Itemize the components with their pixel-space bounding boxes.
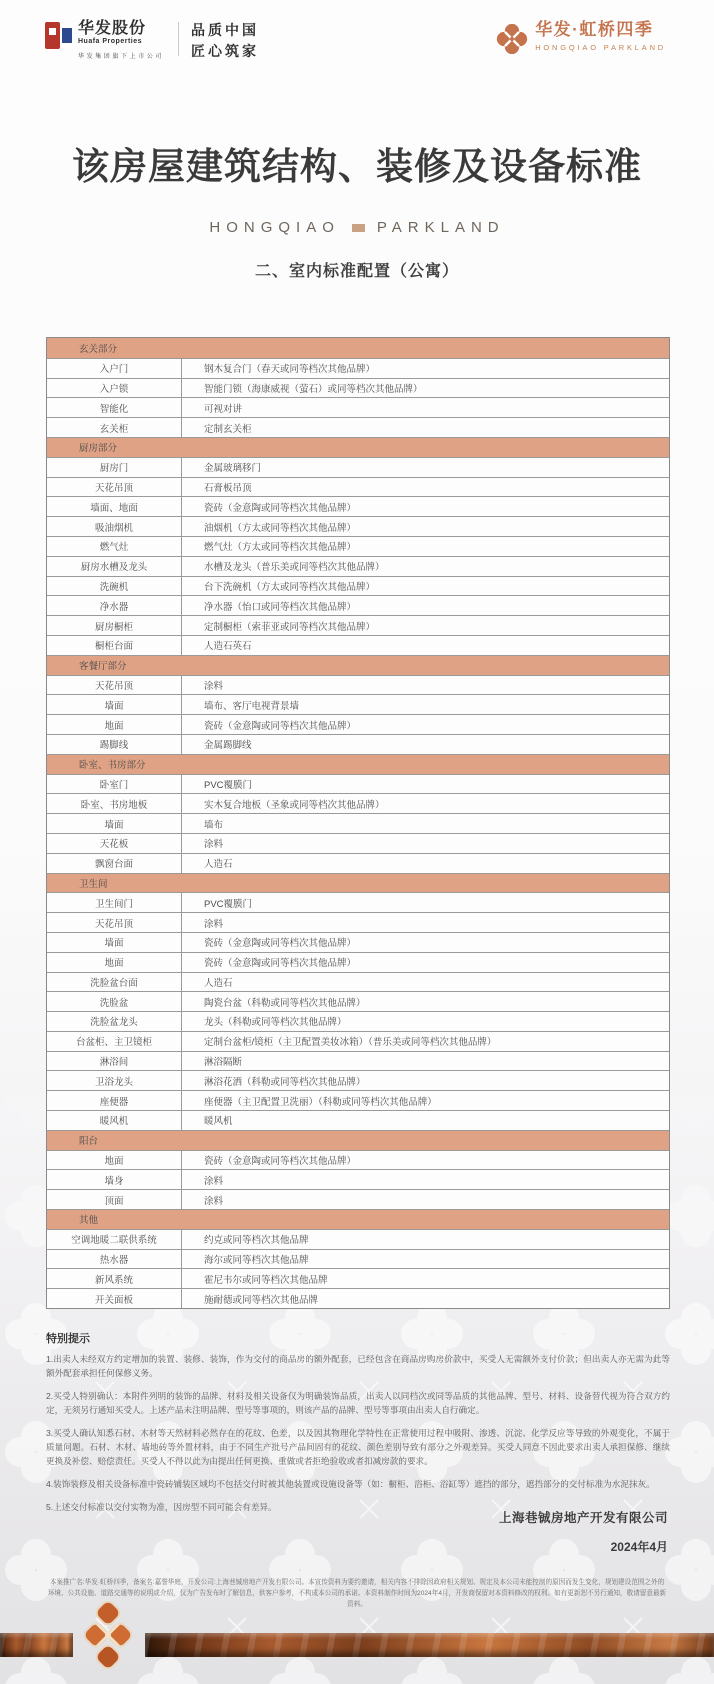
item-name-cell: 入户门 <box>47 359 182 378</box>
item-name-cell: 天花吊顶 <box>47 913 182 932</box>
item-spec-cell: 人造石 <box>204 859 233 871</box>
item-name-cell: 天花吊顶 <box>47 676 182 695</box>
item-name-cell: 橱柜台面 <box>47 636 182 655</box>
notes-title: 特别提示 <box>46 1333 90 1345</box>
table-row <box>47 1110 669 1130</box>
item-spec-cell: 钢木复合门（春天或同等档次其他品牌） <box>204 364 376 376</box>
table-row <box>47 378 669 398</box>
table-row <box>47 1249 669 1269</box>
item-spec-cell: 龙头（科勒或同等档次其他品牌） <box>204 1017 347 1029</box>
item-spec-cell: 人造石英石 <box>204 641 252 653</box>
table-row <box>47 1229 669 1249</box>
item-spec-cell: 约克或同等档次其他品牌 <box>204 1235 309 1247</box>
item-spec-cell: 淋浴隔断 <box>204 1057 243 1069</box>
item-spec-cell: 涂料 <box>204 918 224 930</box>
table-row <box>47 457 669 477</box>
item-spec-cell: PVC覆膜门 <box>204 779 253 791</box>
note-item: 1.出卖人未经双方约定增加的装置、装修、装饰，作为交付的商品房的额外配套，已经包含在商品房购房价款中，买受人无需额外支付价款；但出卖人亦无需为此等额外配套承担任何保修义务。 <box>46 1354 670 1378</box>
note-item: 5.上述交付标准以交付实物为准，因房型不同可能会有差异。 <box>46 1502 277 1512</box>
item-spec-cell: 涂料 <box>204 680 224 692</box>
item-spec-cell: 人造石 <box>204 977 233 989</box>
table-section-header: 卧室、书房部分 <box>47 754 669 774</box>
item-name-cell: 天花吊顶 <box>47 478 182 497</box>
huafa-brand-name-en: Huafa Properties <box>78 38 143 45</box>
item-name-cell: 厨房门 <box>47 458 182 477</box>
table-row <box>47 496 669 516</box>
item-name-cell: 地面 <box>47 715 182 734</box>
item-spec-cell: 霍尼韦尔或同等档次其他品牌 <box>204 1274 328 1286</box>
table-row <box>47 952 669 972</box>
item-spec-cell: 瓷砖（金意陶或同等档次其他品牌） <box>204 502 357 514</box>
item-spec-cell: 陶瓷台盆（科勒或同等档次其他品牌） <box>204 997 366 1009</box>
item-name-cell: 卫浴龙头 <box>47 1071 182 1090</box>
item-name-cell: 卫生间门 <box>47 893 182 912</box>
table-row <box>47 1288 669 1308</box>
item-name-cell: 地面 <box>47 953 182 972</box>
table-row <box>47 556 669 576</box>
table-section-header: 卫生间 <box>47 873 669 893</box>
item-spec-cell: 油烟机（方太或同等档次其他品牌） <box>204 522 357 534</box>
item-name-cell: 座便器 <box>47 1091 182 1110</box>
item-spec-cell: 瓷砖（金意陶或同等档次其他品牌） <box>204 958 357 970</box>
brand-slogan <box>191 20 259 62</box>
spec-table <box>46 337 670 1309</box>
special-notes <box>46 1330 670 1523</box>
item-name-cell: 顶面 <box>47 1190 182 1209</box>
wordmark-square-icon <box>352 224 365 232</box>
page-header <box>0 0 714 90</box>
table-row <box>47 397 669 417</box>
note-item: 4.装饰装修及相关设备标准中瓷砖铺装区域均不包括交付时被其他装置或设施设备等（如：橱柜、浴柜、浴缸等）遮挡的部分，遮挡部分的交付标准为水泥抹灰。 <box>46 1479 655 1489</box>
project-brand-block <box>496 20 666 55</box>
huafa-brand-block <box>45 20 259 62</box>
table-row <box>47 1051 669 1071</box>
copper-ribbon-right <box>145 1633 714 1657</box>
item-name-cell: 踢脚线 <box>47 735 182 754</box>
item-name-cell: 燃气灶 <box>47 537 182 556</box>
item-spec-cell: PVC覆膜门 <box>204 898 253 910</box>
table-row <box>47 615 669 635</box>
item-spec-cell: 涂料 <box>204 839 224 851</box>
huafa-brand-name: 华发股份 <box>78 20 147 37</box>
publish-date: 2024年4月 <box>610 1540 668 1554</box>
item-name-cell: 入户锁 <box>47 379 182 398</box>
item-spec-cell: 可视对讲 <box>204 403 243 415</box>
item-spec-cell: 定制橱柜（索菲亚或同等档次其他品牌） <box>204 621 376 633</box>
table-row <box>47 734 669 754</box>
table-row <box>47 1169 669 1189</box>
table-row <box>47 595 669 615</box>
wordmark-right: PARKLAND <box>376 219 505 236</box>
item-name-cell: 厨房橱柜 <box>47 616 182 635</box>
item-name-cell: 墙面 <box>47 933 182 952</box>
item-name-cell: 暖风机 <box>47 1111 182 1130</box>
table-section-header: 其他 <box>47 1209 669 1229</box>
item-spec-cell: 涂料 <box>204 1175 224 1187</box>
table-row <box>47 1090 669 1110</box>
page-title: 该房屋建筑结构、装修及设备标准 <box>72 146 642 187</box>
item-spec-cell: 施耐德或同等档次其他品牌 <box>204 1294 319 1306</box>
table-row <box>47 793 669 813</box>
item-name-cell: 净水器 <box>47 596 182 615</box>
legal-fine-print: 本案推广名:华发·虹桥四季，备案名:嘉誉华庭，开发公司:上海巷铖房地产开发有限公司。本宣传资料为要约邀请，相关内容不排除因政府相关规划、规定及本公司未能控制的原因而发生变化，规划建设范围之外的环境、公共设施、道路交通等的说明或介绍，仅为广告发布时了解信息，供客户参考，不构成本公司的承诺。本资料制作时间为2024年4月，开发商保留对本资料修改的权利。如有更新恕不另行通知，敬请留意最新资料。 <box>47 1579 667 1608</box>
table-row <box>47 417 669 437</box>
wordmark-left: HONGQIAO <box>209 219 340 236</box>
item-spec-cell: 瓷砖（金意陶或同等档次其他品牌） <box>204 720 357 732</box>
parkland-flower-icon <box>496 23 528 55</box>
item-name-cell: 洗脸盆龙头 <box>47 1012 182 1031</box>
item-spec-cell: 瓷砖（金意陶或同等档次其他品牌） <box>204 1156 357 1168</box>
note-item: 3.买受人确认知悉石材、木材等天然材料必然存在的花纹、色差，以及因其物理化学特性在正常使用过程中吸附、渗透、沉淀、化学反应等导致的外观变化，不属于质量问题。石材、木材、墙地砖等外置材料，由于不同生产批号产品间固有的花纹、颜色差别导致有部分之外观差异。买受人同意不因此要求出卖人承担保修、继续更换及补偿、赔偿责任。买受人不得以此为由提出任何更换、重做或者拒绝验收或者扣减房款的要求。 <box>46 1428 670 1466</box>
table-row <box>47 833 669 853</box>
table-row <box>47 477 669 497</box>
table-row <box>47 694 669 714</box>
item-name-cell: 墙面 <box>47 814 182 833</box>
table-row <box>47 516 669 536</box>
table-row <box>47 1031 669 1051</box>
item-spec-cell: 实木复合地板（圣象或同等档次其他品牌） <box>204 799 385 811</box>
table-row <box>47 774 669 794</box>
slogan-line-1: 品质中国 <box>191 22 260 38</box>
table-row <box>47 1070 669 1090</box>
table-section-header: 阳台 <box>47 1130 669 1150</box>
item-name-cell: 厨房水槽及龙头 <box>47 557 182 576</box>
table-row <box>47 635 669 655</box>
notes-list <box>46 1352 670 1514</box>
item-spec-cell: 海尔或同等档次其他品牌 <box>204 1255 309 1267</box>
item-name-cell: 台盆柜、主卫镜柜 <box>47 1032 182 1051</box>
table-row <box>47 576 669 596</box>
developer-company: 上海巷铖房地产开发有限公司 <box>498 1511 668 1525</box>
item-spec-cell: 墙布、客厅电视背景墙 <box>204 700 300 712</box>
item-name-cell: 开关面板 <box>47 1289 182 1308</box>
item-name-cell: 天花板 <box>47 834 182 853</box>
table-section-header: 厨房部分 <box>47 437 669 457</box>
table-row <box>47 1189 669 1209</box>
table-row <box>47 972 669 992</box>
item-name-cell: 洗碗机 <box>47 577 182 596</box>
table-row <box>47 675 669 695</box>
item-name-cell: 墙面 <box>47 695 182 714</box>
copper-ribbon-left <box>0 1633 73 1657</box>
item-spec-cell: 金属踢脚线 <box>204 740 252 752</box>
header-divider <box>178 22 179 56</box>
item-spec-cell: 智能门锁（海康威视（萤石）或同等档次其他品牌） <box>204 383 423 395</box>
item-name-cell: 新风系统 <box>47 1269 182 1288</box>
project-name-en: HONGQIAO PARKLAND <box>535 43 666 52</box>
item-spec-cell: 定制台盆柜/镜柜（主卫配置美妆冰箱）（普乐美或同等档次其他品牌） <box>204 1037 497 1049</box>
table-section-header: 玄关部分 <box>47 338 669 358</box>
item-spec-cell: 金属玻璃移门 <box>204 463 262 475</box>
huafa-logo-icon <box>45 22 72 49</box>
item-spec-cell: 石膏板吊顶 <box>204 482 252 494</box>
table-row <box>47 853 669 873</box>
table-row <box>47 1268 669 1288</box>
item-spec-cell: 座便器（主卫配置卫洗丽）（科勒或同等档次其他品牌） <box>204 1096 437 1108</box>
item-spec-cell: 涂料 <box>204 1195 224 1207</box>
item-spec-cell: 水槽及龙头（普乐美或同等档次其他品牌） <box>204 562 385 574</box>
item-spec-cell: 淋浴花洒（科勒或同等档次其他品牌） <box>204 1076 366 1088</box>
item-name-cell: 地面 <box>47 1151 182 1170</box>
signature-block <box>499 1508 668 1555</box>
item-name-cell: 墙面、地面 <box>47 497 182 516</box>
table-row <box>47 358 669 378</box>
item-name-cell: 墙身 <box>47 1170 182 1189</box>
table-row <box>47 1011 669 1031</box>
table-row <box>47 813 669 833</box>
item-spec-cell: 燃气灶（方太或同等档次其他品牌） <box>204 542 357 554</box>
table-row <box>47 1150 669 1170</box>
table-row <box>47 892 669 912</box>
note-item: 2.买受人特别确认：本附件列明的装饰的品牌、材料及相关设备仅为明确装饰品质，出卖人以同档次或同等品质的其他品牌、型号、材料、设备替代视为符合双方约定，无须另行通知买受人。上述产品未注明品牌、型号等事项的，则该产品的品牌、型号等事项由出卖人自行确定。 <box>46 1391 670 1415</box>
item-name-cell: 淋浴间 <box>47 1052 182 1071</box>
item-name-cell: 热水器 <box>47 1250 182 1269</box>
project-wordmark <box>0 219 714 236</box>
item-name-cell: 卧室门 <box>47 775 182 794</box>
table-row <box>47 714 669 734</box>
section-title: 二、室内标准配置（公寓） <box>254 263 459 280</box>
item-name-cell: 洗脸盆 <box>47 992 182 1011</box>
table-section-header: 客餐厅部分 <box>47 655 669 675</box>
slogan-line-2: 匠心筑家 <box>191 43 260 59</box>
item-name-cell: 玄关柜 <box>47 418 182 437</box>
item-name-cell: 智能化 <box>47 398 182 417</box>
item-spec-cell: 墙布 <box>204 819 224 831</box>
item-spec-cell: 暖风机 <box>204 1116 233 1128</box>
item-spec-cell: 台下洗碗机（方太或同等档次其他品牌） <box>204 581 376 593</box>
table-row <box>47 912 669 932</box>
item-spec-cell: 净水器（怡口或同等档次其他品牌） <box>204 601 357 613</box>
project-name: 华发·虹桥四季 <box>535 20 654 39</box>
item-name-cell: 卧室、书房地板 <box>47 794 182 813</box>
item-spec-cell: 定制玄关柜 <box>204 423 252 435</box>
table-row <box>47 932 669 952</box>
item-name-cell: 飘窗台面 <box>47 854 182 873</box>
item-name-cell: 吸油烟机 <box>47 517 182 536</box>
huafa-tagline: 华发集团旗下上市公司 <box>78 54 165 60</box>
table-row <box>47 536 669 556</box>
item-name-cell: 空调地暖二联供系统 <box>47 1230 182 1249</box>
item-spec-cell: 瓷砖（金意陶或同等档次其他品牌） <box>204 938 357 950</box>
item-name-cell: 洗脸盆台面 <box>47 973 182 992</box>
flower-emblem-icon <box>84 1601 132 1669</box>
table-row <box>47 991 669 1011</box>
